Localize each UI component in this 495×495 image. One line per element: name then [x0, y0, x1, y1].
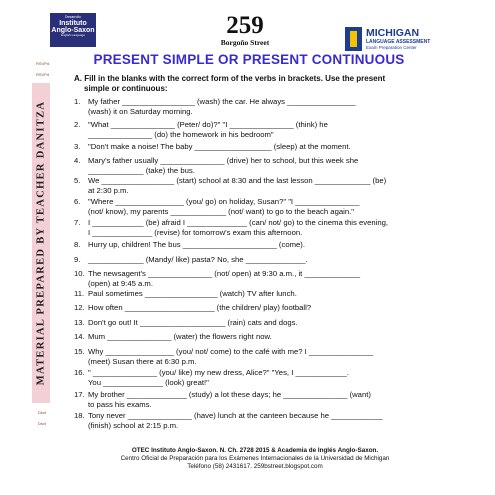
- logo-line-1: Desarrollo: [65, 15, 81, 19]
- instructions: [74, 74, 454, 94]
- question-item: [74, 120, 459, 139]
- logo-line-2: Instituto: [59, 19, 87, 27]
- question-number: 18.: [74, 411, 85, 420]
- question-number: 15.: [74, 347, 85, 356]
- street-name: Borgoño Street: [220, 38, 270, 47]
- sidebar-mark: RSVPd: [36, 72, 50, 77]
- question-item: [74, 142, 459, 152]
- question-text: Tony never _______________ (have) lunch at the canteen because he ____________: [88, 411, 383, 420]
- logo-line-4: English Language: [60, 33, 86, 38]
- teacher-sidebar: [30, 58, 58, 458]
- question-continuation: I ______________ (revise) for tomorrow's exam this afternoon.: [88, 227, 303, 237]
- question-number: 3.: [74, 142, 81, 151]
- question-text: My father _________________ (wash) the car. He always ________________: [88, 97, 356, 106]
- question-continuation: (wash) it on Saturday morning.: [88, 106, 193, 116]
- sidebar-mark: Dsvt: [38, 421, 46, 426]
- question-continuation: (open) at 9:45 a.m.: [88, 278, 153, 288]
- question-text: _____________ (Mandy/ like) pasta? No, she ______________.: [88, 255, 308, 264]
- question-text: My brother ______________ (study) a lot these days; he _______________ (want): [88, 390, 371, 399]
- question-item: [74, 156, 459, 175]
- question-text: "What _______________ (Peter/ do)?" "I _______________ (think) he: [88, 120, 328, 129]
- instruction-line-2: simple or continuous:: [84, 84, 168, 93]
- question-number: 1.: [74, 97, 81, 106]
- question-item: [74, 411, 459, 430]
- question-text: " _______________ (you/ like) my new dress, Alice?" "Yes, I ____________.: [88, 368, 349, 377]
- sidebar-mark: Dsvt: [38, 410, 46, 415]
- sidebar-top-marks: [36, 58, 48, 80]
- question-number: 17.: [74, 390, 85, 399]
- question-text: Don't go out! It ____________________ (rain) cats and dogs.: [88, 318, 298, 327]
- question-continuation: You ______________ (look) great!": [88, 377, 209, 387]
- question-continuation: at 2:30 p.m.: [88, 185, 129, 195]
- question-text: "Where ________________ (you/ go) on holiday, Susan?" "I _______________: [88, 197, 360, 206]
- michigan-logo: [345, 27, 455, 53]
- question-item: [74, 289, 459, 299]
- question-number: 13.: [74, 318, 85, 327]
- question-item: [74, 176, 459, 195]
- street-number: 259: [226, 12, 264, 39]
- question-number: 7.: [74, 218, 81, 227]
- worksheet-title: PRESENT SIMPLE OR PRESENT CONTINUOUS: [93, 52, 405, 67]
- question-item: [74, 303, 459, 313]
- question-item: [74, 332, 459, 342]
- question-text: "Don't make a noise! The baby __________________ (sleep) at the moment.: [88, 142, 351, 151]
- question-text: Paul sometimes _________________ (watch) TV after lunch.: [88, 289, 297, 298]
- question-number: 12.: [74, 303, 85, 312]
- question-text: Why ________________ (you/ not/ come) to the café with me? I _______________: [88, 347, 374, 356]
- institute-logo: [50, 13, 96, 47]
- question-item: [74, 97, 459, 116]
- question-continuation: (meet) Susan there at 6:30 p.m.: [88, 356, 197, 366]
- question-item: [74, 269, 459, 288]
- sidebar-mark: RSVPd: [36, 61, 50, 66]
- question-number: 6.: [74, 197, 81, 206]
- question-number: 9.: [74, 255, 81, 264]
- footer-line-1: OTEC Instituto Anglo-Saxon. N. Ch. 2728 2015 & Academia de Inglés Anglo-Saxon.: [131, 447, 379, 454]
- question-continuation: (not/ know), my parents _____________ (not/ want) to go to the beach again.": [88, 206, 354, 216]
- street-heading: [190, 14, 300, 47]
- footer-line-2: Centro Oficial de Preparación para los Exámenes Internacionales de la Universidad de Michigan: [120, 455, 390, 462]
- question-item: [74, 390, 459, 409]
- instruction-line-1: A. Fill in the blanks with the correct form of the verbs in brackets. Use the present: [74, 74, 386, 83]
- question-number: 11.: [74, 289, 85, 298]
- question-number: 10.: [74, 269, 85, 278]
- question-text: The newsagent's _______________ (not/ open) at 9:30 a.m., it _____________: [88, 269, 361, 278]
- question-item: [74, 347, 459, 366]
- sidebar-vertical-text: MATERIAL PREPARED BY TEACHER DANITZA: [35, 100, 47, 386]
- question-text: I ____________ (be) afraid I ______________ (can/ not/ go) to the cinema this evening,: [88, 218, 389, 227]
- michigan-title: MICHIGAN: [366, 27, 420, 39]
- sidebar-banner: [32, 83, 50, 403]
- question-text: Mary's father usually _______________ (drive) her to school, but this week she: [88, 156, 359, 165]
- michigan-subtitle: LANGUAGE ASSESSMENT: [366, 39, 431, 45]
- question-text: How often _____________________ (the children/ play) football?: [88, 303, 312, 312]
- footer: [40, 447, 470, 471]
- question-text: Mum _______________ (water) the flowers right now.: [88, 332, 272, 341]
- question-continuation: to pass his exams.: [88, 399, 152, 409]
- question-item: [74, 197, 459, 216]
- question-number: 8.: [74, 240, 81, 249]
- question-number: 14.: [74, 332, 85, 341]
- question-continuation: (finish) school at 2:15 p.m.: [88, 420, 179, 430]
- question-text: Hurry up, children! The bus ______________________ (come).: [88, 240, 305, 249]
- question-number: 4.: [74, 156, 81, 165]
- michigan-subtitle-2: Exam Preparation Center: [366, 45, 417, 50]
- question-item: [74, 255, 459, 265]
- footer-line-3: Teléfono (58) 2431617. 259bstreet.blogspot.com: [187, 463, 323, 470]
- question-text: We _________________ (start) school at 8:30 and the last lesson _____________ (be): [88, 176, 387, 185]
- question-continuation: _______________ (do) the homework in his bedroom": [88, 129, 274, 139]
- sidebar-bottom-marks: [36, 407, 48, 429]
- question-number: 5.: [74, 176, 81, 185]
- question-number: 2.: [74, 120, 81, 129]
- question-item: [74, 318, 459, 328]
- question-item: [74, 368, 459, 387]
- question-continuation: _____________ (take) the bus.: [88, 165, 195, 175]
- question-number: 16.: [74, 368, 85, 377]
- question-item: [74, 218, 459, 237]
- michigan-block-m-icon: [345, 27, 362, 51]
- logo-line-3: Anglo-Saxon: [51, 27, 95, 35]
- question-item: [74, 240, 459, 250]
